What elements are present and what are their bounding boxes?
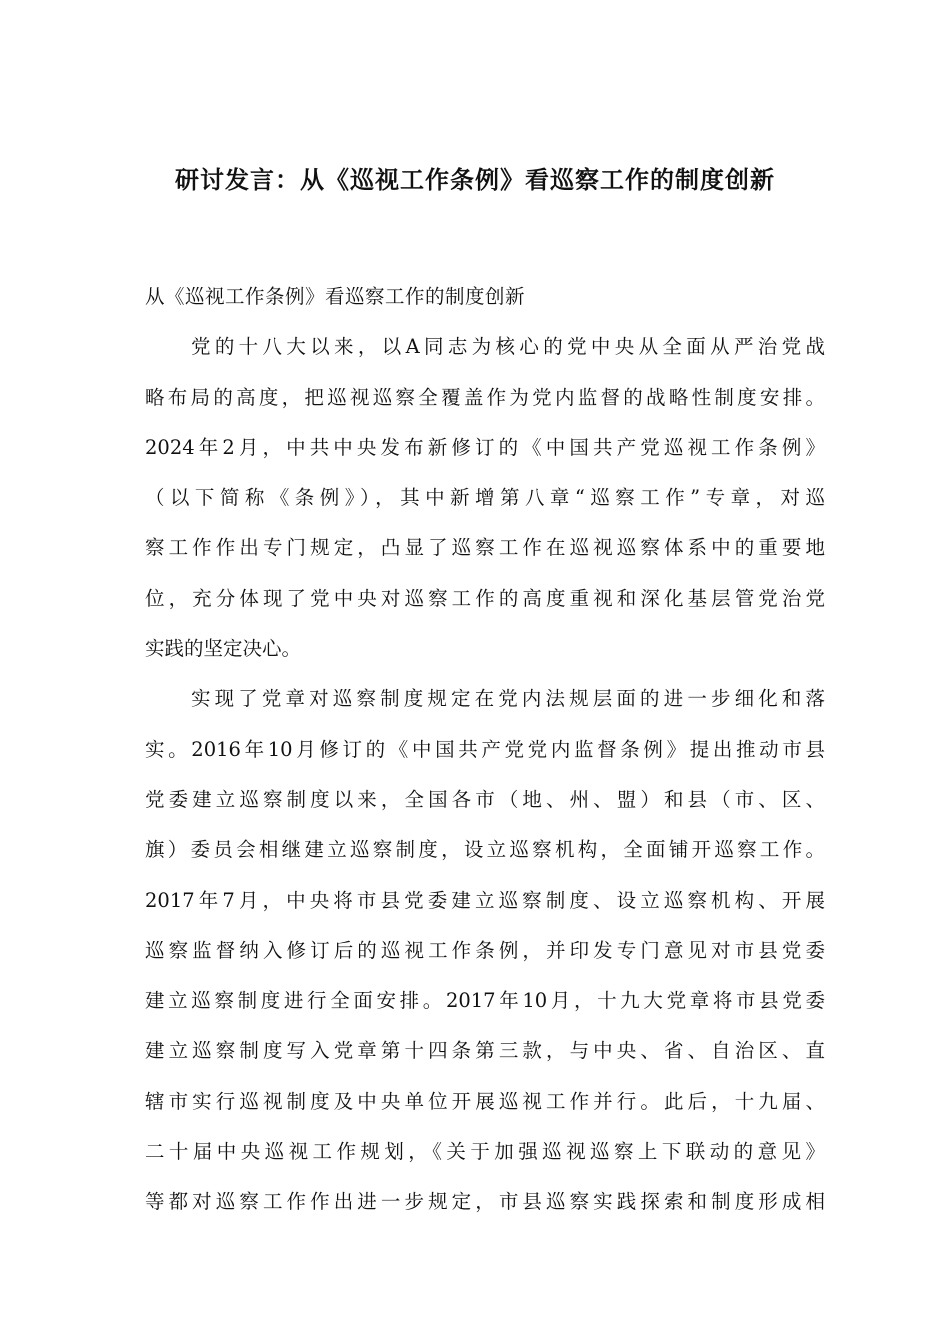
paragraph-2-line-3: 党委建立巡察制度以来，全国各市（地、州、盟）和县（市、区、	[145, 787, 825, 811]
paragraph-1-line-5: 察工作作出专门规定，凸显了巡察工作在巡视巡察体系中的重要地	[145, 536, 825, 560]
paragraph-1-line-4: （以下简称《条例》），其中新增第八章“巡察工作”专章，对巡	[145, 486, 825, 510]
paragraph-2-line-6: 巡察监督纳入修订后的巡视工作条例，并印发专门意见对市县党委	[145, 938, 825, 962]
paragraph-1-line-3: 2024年2月，中共中央发布新修订的《中国共产党巡视工作条例》	[145, 435, 825, 459]
paragraph-2-line-8: 建立巡察制度写入党章第十四条第三款，与中央、省、自治区、直	[145, 1039, 825, 1063]
paragraph-2-line-11: 等都对巡察工作作出进一步规定，市县巡察实践探索和制度形成相	[145, 1190, 825, 1214]
paragraph-1-line-6: 位，充分体现了党中央对巡察工作的高度重视和深化基层管党治党	[145, 586, 825, 610]
paragraph-1-line-2: 略布局的高度，把巡视巡察全覆盖作为党内监督的战略性制度安排。	[145, 385, 825, 409]
paragraph-2-line-5: 2017年7月，中央将市县党委建立巡察制度、设立巡察机构、开展	[145, 888, 825, 912]
paragraph-2-line-9: 辖市实行巡视制度及中央单位开展巡视工作并行。此后，十九届、	[145, 1089, 825, 1113]
paragraph-1-line-7: 实践的坚定决心。	[145, 637, 302, 661]
paragraph-2-line-10: 二十届中央巡视工作规划，《关于加强巡视巡察上下联动的意见》	[145, 1140, 825, 1164]
subtitle-line: 从《巡视工作条例》看巡察工作的制度创新	[145, 285, 526, 308]
paragraph-2-line-4: 旗）委员会相继建立巡察制度，设立巡察机构，全面铺开巡察工作。	[145, 838, 825, 862]
document-title: 研讨发言：从《巡视工作条例》看巡察工作的制度创新	[175, 166, 775, 194]
paragraph-2-line-2: 实。2016年10月修订的《中国共产党党内监督条例》提出推动市县	[145, 737, 825, 761]
paragraph-2-line-1: 实现了党章对巡察制度规定在党内法规层面的进一步细化和落	[191, 687, 825, 711]
paragraph-1-line-1: 党的十八大以来，以A同志为核心的党中央从全面从严治党战	[191, 335, 825, 359]
paragraph-2-line-7: 建立巡察制度进行全面安排。2017年10月，十九大党章将市县党委	[145, 989, 825, 1013]
document-body	[145, 279, 825, 1235]
